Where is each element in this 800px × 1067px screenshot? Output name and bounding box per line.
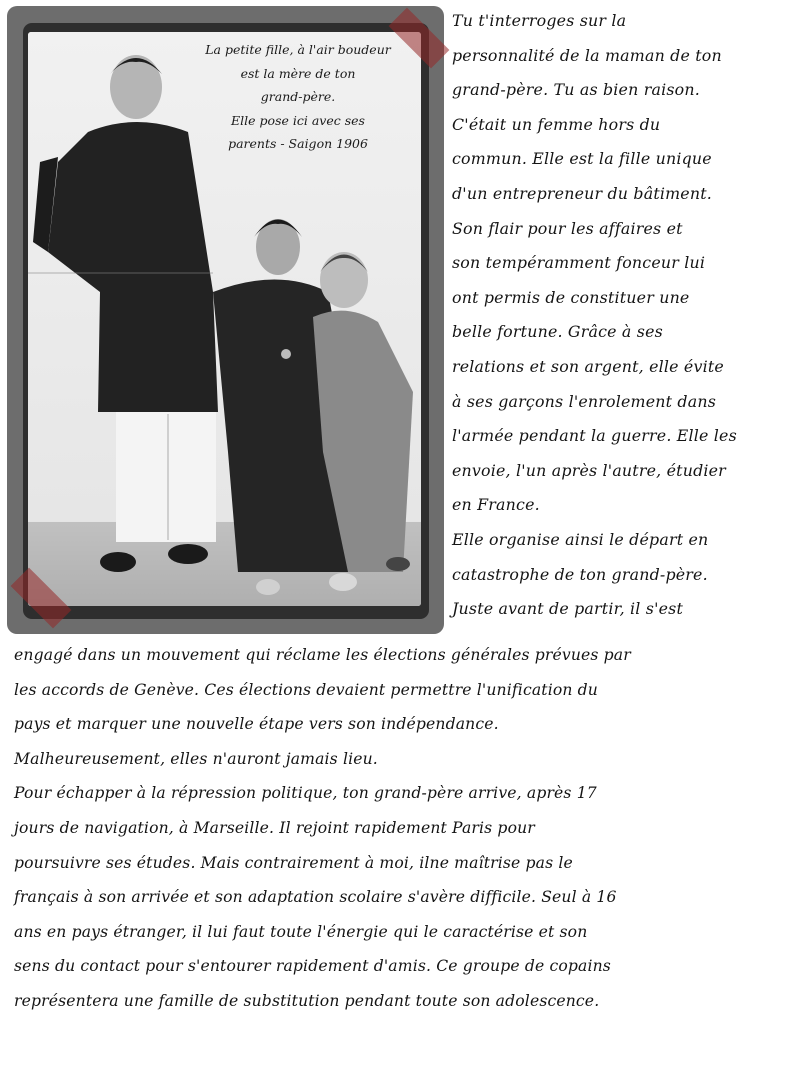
text-line: ans en pays étranger, il lui faut toute l'énergie qui le caractérise et son — [14, 922, 588, 941]
text-line: d'un entrepreneur du bâtiment. — [452, 183, 712, 203]
text-line: Son flair pour les affaires et — [452, 218, 683, 238]
family-portrait-photo — [28, 32, 421, 606]
text-line: Pour échapper à la répression politique, ton grand-père arrive, après 17 — [14, 784, 597, 803]
text-line: C'était un femme hors du — [452, 114, 661, 134]
text-line: jours de navigation, à Marseille. Il rejoint rapidement Paris pour — [14, 818, 535, 837]
caption-line: La petite fille, à l'air boudeur — [205, 42, 391, 57]
text-line: Elle organise ainsi le départ en — [452, 529, 709, 549]
text-line: commun. Elle est la fille unique — [452, 149, 712, 169]
text-line: son tempéramment fonceur lui — [452, 253, 706, 273]
text-line: à ses garçons l'enrolement dans — [452, 391, 717, 411]
text-line: Malheureusement, elles n'auront jamais lieu. — [14, 749, 378, 768]
text-line: Tu t'interroges sur la — [452, 11, 627, 30]
text-line: pays et marquer une nouvelle étape vers son indépendance. — [14, 715, 499, 734]
text-line: envoie, l'un après l'autre, étudier — [452, 460, 726, 480]
text-line: engagé dans un mouvement qui réclame les élections générales prévues par — [14, 646, 631, 664]
caption-line: est la mère de ton — [240, 65, 356, 81]
text-line: représentera une famille de substitution pendant toute son adolescence. — [14, 991, 600, 1010]
letter-text-right-column — [452, 4, 798, 627]
text-line: en France. — [452, 495, 540, 515]
text-line: grand-père. Tu as bien raison. — [452, 80, 700, 100]
text-line: Juste avant de partir, il s'est — [452, 599, 684, 619]
text-line: ont permis de constituer une — [452, 287, 690, 307]
text-line: poursuivre ses études. Mais contrairement à moi, ilne maîtrise pas le — [14, 853, 573, 872]
text-line: relations et son argent, elle évite — [452, 356, 724, 376]
text-line: catastrophe de ton grand-père. — [452, 564, 708, 584]
caption-line: grand-père. — [260, 89, 336, 104]
text-line: sens du contact pour s'entourer rapidement d'amis. Ce groupe de copains — [14, 957, 611, 976]
text-line: l'armée pendant la guerre. Elle les — [452, 426, 737, 446]
text-line: belle fortune. Grâce à ses — [452, 322, 663, 342]
photo-caption — [168, 38, 421, 156]
text-line: les accords de Genève. Ces élections devaient permettre l'unification du — [14, 680, 598, 699]
text-line: français à son arrivée et son adaptation scolaire s'avère difficile. Seul à 16 — [14, 888, 617, 907]
caption-line: Elle pose ici avec ses — [231, 112, 365, 128]
letter-text-bottom — [14, 638, 798, 1019]
text-line: personnalité de la maman de ton — [452, 45, 722, 65]
caption-line: parents - Saigon 1906 — [228, 136, 368, 151]
